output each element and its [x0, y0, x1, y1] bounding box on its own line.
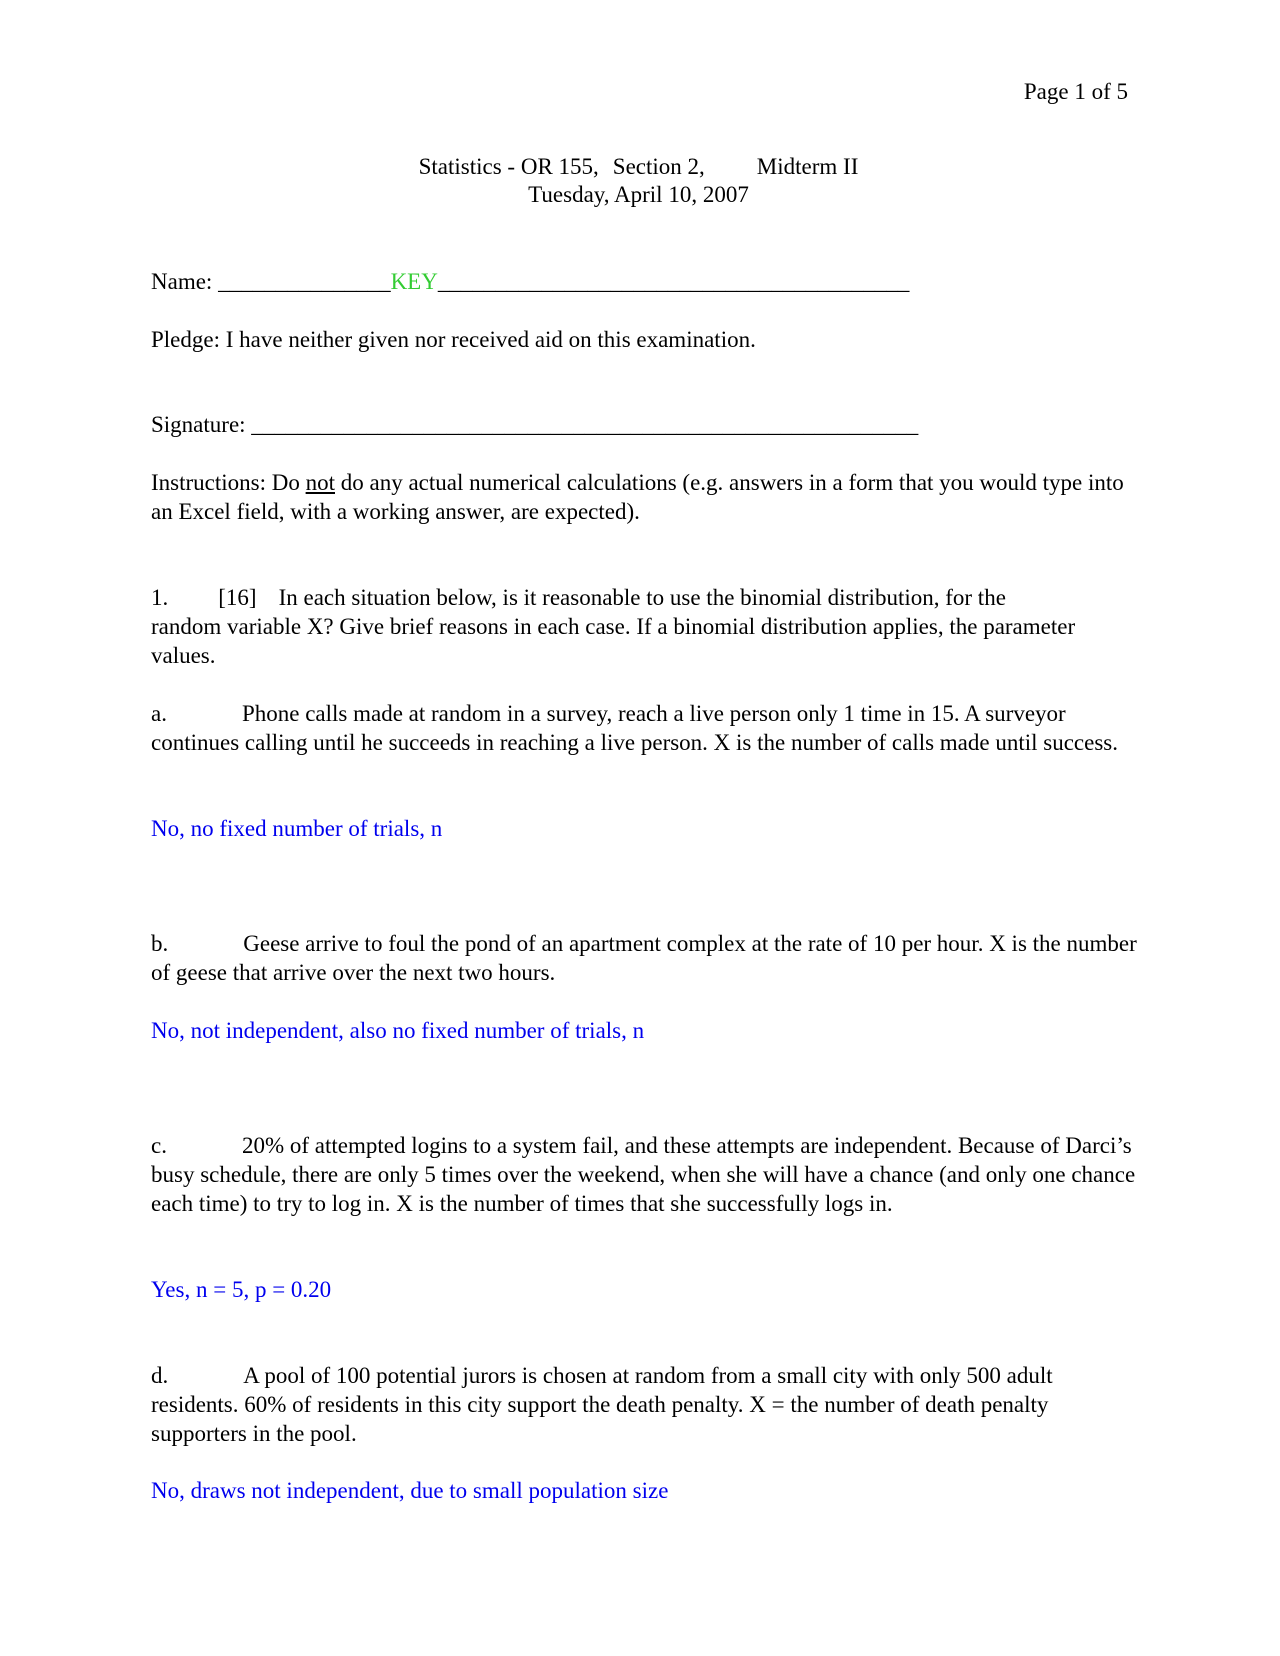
exam-title: [151, 152, 1126, 181]
exam-name: Midterm II: [756, 154, 859, 179]
instructions-emphasis: not: [305, 470, 335, 495]
question-points: [16]: [218, 585, 257, 610]
question-number: 1.: [151, 585, 169, 610]
part-letter: d.: [151, 1363, 169, 1388]
exam-date: Tuesday, April 10, 2007: [528, 182, 749, 207]
part-text: Phone calls made at random in a survey, reach a live person only 1 time in 15. A surveyor continues calling until he succeeds in reaching a live person. X is the number of calls made until success.: [151, 701, 1118, 755]
part-c-answer: Yes, n = 5, p = 0.20: [151, 1277, 332, 1302]
part-letter: a.: [151, 701, 167, 726]
section-number: Section 2,: [612, 154, 705, 179]
name-value: KEY: [390, 269, 438, 294]
part-text: 20% of attempted logins to a system fail, and these attempts are independent. Because of Darci’s busy schedule, there are only 5 times over the weekend, when she will have a chance (and only one chance each time) to try to log in. X is the number of times that she successfully logs in.: [151, 1133, 1136, 1216]
instructions-rest: do any actual numerical calculations (e.g. answers in a form that you would type into an Excel field, with a working answer, are expected).: [151, 470, 1124, 524]
question-prompt-first: In each situation below, is it reasonable to use the binomial distribution, for the: [278, 585, 1006, 610]
question-1: [151, 583, 1141, 670]
name-line: [151, 267, 909, 296]
signature-line: [151, 410, 918, 439]
part-b: [151, 929, 1141, 987]
pledge-text: Pledge: I have neither given nor received aid on this examination.: [151, 327, 756, 352]
signature-blank: __________________________________________________________: [251, 412, 919, 437]
name-blank-after: _________________________________________: [437, 269, 910, 294]
part-letter: c.: [151, 1133, 167, 1158]
name-label: Name:: [151, 269, 213, 294]
part-c: [151, 1131, 1141, 1218]
part-d-answer: No, draws not independent, due to small population size: [151, 1478, 669, 1503]
part-d: [151, 1361, 1141, 1448]
part-a-answer: No, no fixed number of trials, n: [151, 816, 443, 841]
part-text: Geese arrive to foul the pond of an apartment complex at the rate of 10 per hour. X is the number of geese that arrive over the next two hours.: [151, 931, 1137, 985]
page-number: Page 1 of 5: [1023, 79, 1128, 104]
part-a: [151, 699, 1141, 757]
signature-label: Signature:: [151, 412, 246, 437]
part-text: A pool of 100 potential jurors is chosen at random from a small city with only 500 adult residents. 60% of residents in this city support the death penalty. X = the number of death penalty supporters in the pool.: [151, 1363, 1053, 1446]
question-prompt-rest: random variable X? Give brief reasons in each case. If a binomial distribution applies, the parameter values.: [151, 614, 1076, 668]
part-b-answer: No, not independent, also no fixed number of trials, n: [151, 1018, 645, 1043]
course-name: Statistics - OR 155,: [418, 154, 599, 179]
name-blank-before: _______________: [218, 269, 391, 294]
instructions: [151, 468, 1141, 526]
part-letter: b.: [151, 931, 169, 956]
instructions-lead: Instructions: Do: [151, 470, 300, 495]
